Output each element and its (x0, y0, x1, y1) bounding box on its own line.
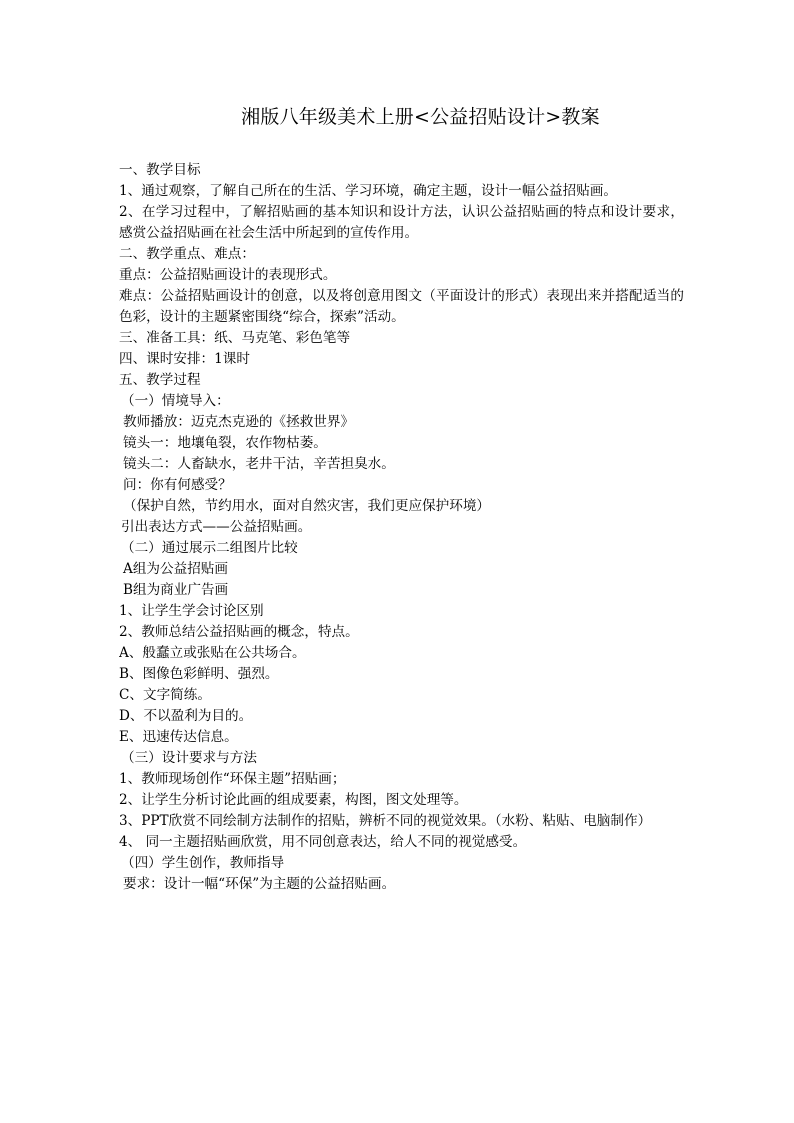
process-line: 教师播放：迈克杰克逊的《拯救世界》 (123, 414, 355, 430)
objective-item-2: 2、在学习过程中，了解招贴画的基本知识和设计方法，认识公益招贴画的特点和设计要求，感赏公益招贴画在社会生活中所起到的宣传作用。 (119, 204, 684, 241)
difficult-point: 难点：公益招贴画设计的创意，以及将创意用图文（平面设计的形式）表现出来并搭配适当的色彩，设计的主题紧密围绕“综合，探索”活动。 (119, 288, 684, 325)
section-heading-tools: 三、准备工具：纸、马克笔、彩色笔等 (119, 330, 351, 346)
section-heading-process: 五、教学过程 (119, 372, 201, 388)
process-line: A组为公益招贴画 (123, 561, 228, 577)
process-line: B组为商业广告画 (123, 582, 229, 598)
section-heading-key-points: 二、教学重点、难点： (119, 246, 255, 262)
feature-item-c: C、文字简练。 (119, 687, 211, 703)
subsection-heading-design: （三）设计要求与方法 (121, 750, 257, 766)
section-heading-schedule: 四、课时安排：1课时 (119, 351, 250, 367)
process-line: 1、让学生学会讨论区别 (119, 603, 264, 619)
subsection-heading-intro: （一）情境导入： (121, 393, 230, 409)
design-step-2: 2、让学生分析讨论此画的组成要素，构图，图文处理等。 (119, 792, 468, 808)
process-line: 镜头一：地壤龟裂，农作物枯萎。 (123, 435, 327, 451)
objective-item-1: 1、通过观察，了解自己所在的生活、学习环境，确定主题，设计一幅公益招贴画。 (119, 183, 618, 199)
design-step-4: 4、 同一主题招贴画欣赏，用不同创意表达，给人不同的视觉感受。 (119, 834, 527, 850)
document-body (119, 160, 684, 895)
section-heading-objectives: 一、教学目标 (119, 162, 201, 178)
requirement-line: 要求：设计一幅“环保”为主题的公益招贴画。 (123, 876, 396, 892)
design-step-3: 3、PPT欣赏不同绘制方法制作的招贴，辨析不同的视觉效果。（水粉、粘贴、电脑制作） (119, 813, 652, 829)
process-line: 问：你有何感受？ (123, 477, 232, 493)
subsection-heading-creation: （四）学生创作，教师指导 (121, 855, 285, 871)
process-line: 引出表达方式——公益招贴画。 (121, 519, 312, 535)
process-line: 镜头二：人畜缺水，老井干沽，辛苦担臭水。 (123, 456, 395, 472)
process-line: 2、教师总结公益招贴画的概念，特点。 (119, 624, 359, 640)
process-line: （保护自然，节约用水，面对自然灾害，我们更应保护环境） (123, 498, 491, 514)
feature-item-d: D、不以盈利为目的。 (119, 708, 253, 724)
subsection-heading-comparison: （二）通过展示二组图片比较 (121, 540, 298, 556)
key-point: 重点：公益招贴画设计的表现形式。 (119, 267, 337, 283)
feature-item-e: E、迅速传达信息。 (119, 729, 238, 745)
feature-item-b: B、图像色彩鲜明、强烈。 (119, 666, 279, 682)
feature-item-a: A、般蠢立或张贴在公共场合。 (119, 645, 306, 661)
document-title: 湘版八年级美术上册<公益招贴设计>教案 (241, 106, 600, 128)
design-step-1: 1、教师现场创作“环保主题”招贴画； (119, 771, 346, 787)
